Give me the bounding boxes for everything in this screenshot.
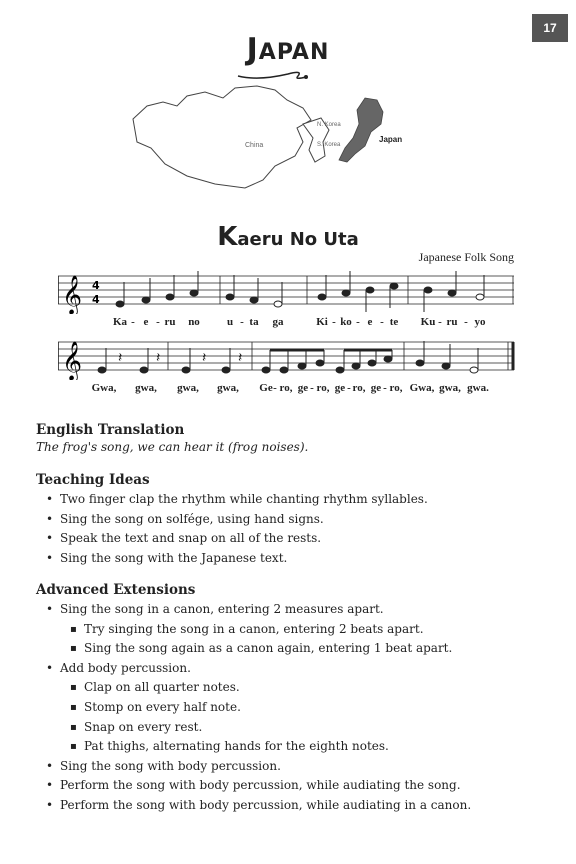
svg-text:4: 4 [92,293,100,306]
lyric-syllable: ru [164,316,176,328]
treble-clef-icon: 𝄞 [62,275,83,314]
list-item: • Perform the song with body percussion, while audiating in a canon. [60,796,556,816]
advanced-extensions-section [36,582,556,816]
teaching-ideas-heading: Teaching Ideas [36,472,150,488]
sub-list-item: ▪ Clap on all quarter notes. [84,678,556,698]
sub-list-item: ▪ Try singing the song in a canon, entering 2 beats apart. [84,620,556,640]
lyric-syllable: Ka [112,316,128,328]
lyric-syllable: u [226,316,234,328]
japan-shape [339,98,383,162]
sub-list-item: ▪ Stomp on every half note. [84,698,556,718]
lyric-hyphen: - [464,316,468,328]
lyric-syllable: ro, [389,382,403,394]
lyric-syllable: Ki [316,316,328,328]
map-label-skorea: S. Korea [317,142,341,148]
svg-text:𝄽: 𝄽 [238,350,243,366]
sub-list-item: ▪ Sing the song again as a canon again, entering 1 beat apart. [84,639,556,659]
lyric-syllable: ge [334,382,346,394]
staff-line-2 [58,336,528,380]
english-translation-text: The frog's song, we can hear it (frog noises). [36,440,309,454]
list-item: • Sing the song with body percussion. [60,757,556,777]
advanced-extensions-list [36,600,556,816]
lyric-syllable: gwa, [217,382,239,394]
list-item: • Perform the song with body percussion, while audiating the song. [60,776,556,796]
map-label-japan: Japan [379,135,403,144]
map-label-nkorea: N. Korea [317,122,341,128]
list-item: • Sing the song in a canon, entering 2 measures apart. [60,600,556,620]
notes-line-1 [116,271,484,312]
lyric-syllable: Gwa, [409,382,435,394]
list-item: • Two finger clap the rhythm while chanting rhythm syllables. [60,490,556,510]
notes-line-2 [98,341,478,373]
lyric-syllable: ga [272,316,284,328]
song-title [0,222,576,252]
lyric-hyphen: - [273,382,277,394]
lyric-hyphen: - [131,316,135,328]
lyric-syllable: ta [249,316,259,328]
svg-text:𝄽: 𝄽 [202,350,207,366]
lyric-syllable: Ku [420,316,436,328]
song-credit: Japanese Folk Song [418,250,514,264]
lyric-syllable: ro, [279,382,293,394]
lyric-syllable: e [143,316,149,328]
lyric-syllable: gwa. [467,382,489,394]
english-translation-heading: English Translation [36,422,185,438]
lyric-syllable: ge [297,382,309,394]
time-signature: 4 [92,279,100,292]
english-translation-section [36,422,556,454]
china-outline [133,86,311,188]
list-item: • Sing the song with the Japanese text. [60,549,556,569]
lyric-hyphen: - [380,316,384,328]
lyric-syllable: gwa, [177,382,199,394]
lyric-syllable: ro, [316,382,330,394]
svg-text:𝄽: 𝄽 [118,350,123,366]
lyric-syllable: no [188,316,200,328]
lyric-syllable: e [367,316,373,328]
staff-line-1 [58,270,528,314]
lyric-syllable: ge [370,382,382,394]
lyric-hyphen: - [240,316,244,328]
lyric-hyphen: - [383,382,387,394]
page-number: 17 [543,21,557,35]
lyric-syllable: gwa, [135,382,157,394]
list-item: • Speak the text and snap on all of the rests. [60,529,556,549]
lyric-hyphen: - [356,316,360,328]
country-title-rest: APAN [258,40,330,65]
lyric-hyphen: - [156,316,160,328]
svg-text:𝄽: 𝄽 [156,350,161,366]
treble-clef-icon: 𝄞 [62,341,83,380]
country-title [0,32,576,88]
advanced-extensions-heading: Advanced Extensions [36,582,196,598]
lyric-syllable: te [389,316,399,328]
lyric-syllable: ru [446,316,458,328]
lyric-hyphen: - [347,382,351,394]
lyric-syllable: ko [340,316,352,328]
east-asia-map [125,84,425,192]
song-title-rest: aeru No Uta [237,229,359,250]
sub-list-item: ▪ Snap on every rest. [84,718,556,738]
lyric-syllable: gwa, [439,382,461,394]
song-title-initial: K [217,222,238,252]
lyric-syllable: Ge [259,382,273,394]
lyric-hyphen: - [310,382,314,394]
lyric-hyphen: - [332,316,336,328]
list-item: • Sing the song on solfége, using hand signs. [60,510,556,530]
teaching-ideas-section [36,472,556,568]
sub-list-item: ▪ Pat thighs, alternating hands for the eighth notes. [84,737,556,757]
lyric-syllable: yo [474,316,486,328]
lyric-syllable: ro, [352,382,366,394]
map-label-china: China [245,142,264,149]
country-title-initial: J [246,32,259,67]
lyric-hyphen: - [438,316,442,328]
lyric-syllable: Gwa, [91,382,117,394]
list-item: • Add body percussion. [60,659,556,679]
teaching-ideas-list [36,490,556,568]
